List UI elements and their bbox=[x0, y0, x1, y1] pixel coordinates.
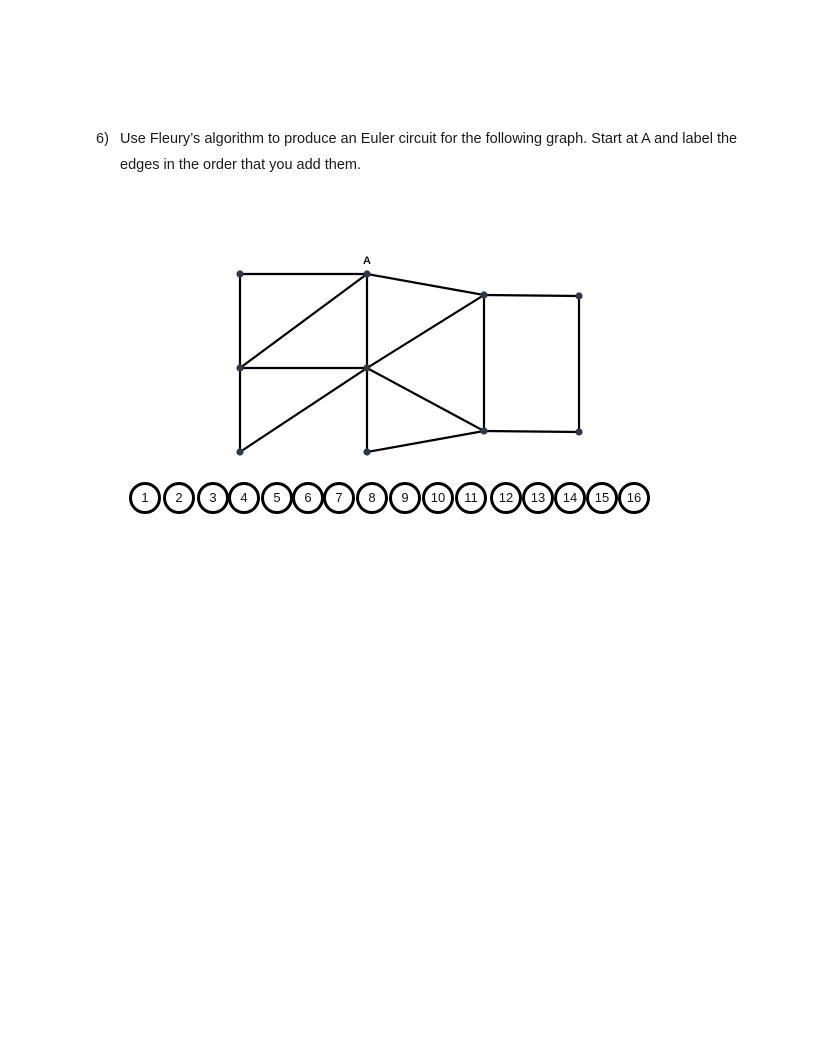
edge-ml-a bbox=[240, 274, 367, 368]
edge-label-badge: 12 bbox=[490, 482, 522, 514]
edge-label-badge: 2 bbox=[163, 482, 195, 514]
edge-center-mb bbox=[367, 368, 484, 431]
edge-label-badge: 7 bbox=[323, 482, 355, 514]
edge-label-badge: 11 bbox=[455, 482, 487, 514]
edge-label-badge: 5 bbox=[261, 482, 293, 514]
edge-label-badge: 10 bbox=[422, 482, 454, 514]
vertex-mid-left bbox=[236, 364, 243, 371]
graph-vertices bbox=[236, 270, 582, 455]
edge-label-badge: 13 bbox=[522, 482, 554, 514]
edge-label-badge: 1 bbox=[129, 482, 161, 514]
graph-edges bbox=[240, 274, 579, 452]
edge-label-badge: 14 bbox=[554, 482, 586, 514]
vertex-mid-top bbox=[480, 291, 487, 298]
start-vertex-label: A bbox=[363, 255, 371, 267]
edge-bl-center bbox=[240, 368, 367, 452]
vertex-right-top bbox=[575, 292, 582, 299]
edge-label-badge: 4 bbox=[228, 482, 260, 514]
question-number: 6) bbox=[96, 131, 109, 147]
vertex-center bbox=[363, 364, 370, 371]
edge-a-mt bbox=[367, 274, 484, 295]
edge-label-badge: 15 bbox=[586, 482, 618, 514]
vertex-right-bottom bbox=[575, 428, 582, 435]
edge-label-badge: 9 bbox=[389, 482, 421, 514]
edge-label-badge: 8 bbox=[356, 482, 388, 514]
edge-label-badge: 3 bbox=[197, 482, 229, 514]
edge-label-badge: 6 bbox=[292, 482, 324, 514]
edge-label-badge: 16 bbox=[618, 482, 650, 514]
vertex-bottom-center bbox=[363, 448, 370, 455]
edge-mb-rb bbox=[484, 431, 579, 432]
vertex-bottom-left bbox=[236, 448, 243, 455]
edge-bc-mb bbox=[367, 431, 484, 452]
question-text: Use Fleury’s algorithm to produce an Euler circuit for the following graph. Start at A and label the edges in the order that you add them. bbox=[120, 131, 738, 173]
vertex-a bbox=[363, 270, 370, 277]
vertex-mid-bottom bbox=[480, 427, 487, 434]
edge-center-mt bbox=[367, 295, 484, 368]
vertex-top-left bbox=[236, 270, 243, 277]
edge-mt-rt bbox=[484, 295, 579, 296]
